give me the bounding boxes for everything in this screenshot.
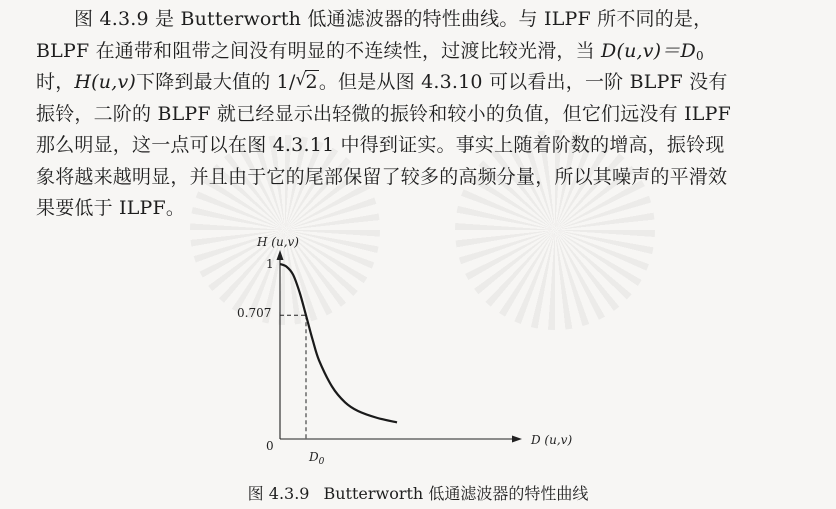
figure-caption: [0, 481, 836, 504]
x-tick-label-sub: 0: [318, 457, 325, 467]
text-line-4: 振铃，二阶的 BLPF 就已经显示出轻微的振铃和较小的负值，但它们远没有 ILPF: [36, 102, 731, 125]
body-paragraph: [36, 4, 810, 225]
butterworth-curve: [280, 264, 397, 422]
x-tick-label-d: D: [309, 450, 319, 464]
y-tick-label-1: 1: [266, 257, 274, 271]
y-axis-arrow-icon: [277, 250, 284, 260]
butterworth-chart: [226, 228, 573, 468]
y-axis-label: H (u,v): [257, 235, 299, 249]
text-line-6: 象将越来越明显，并且由于它的尾部保留了较多的高频分量，所以其噪声的平滑效: [36, 165, 728, 188]
sqrt-two: [296, 67, 319, 99]
text-line-5: 那么明显，这一点可以在图 4.3.11 中得到证实。事实上随着阶数的增高，振铃现: [36, 134, 725, 156]
text-line-2-start: BLPF 在通带和阻带之间没有明显的不连续性，过渡比较光滑，当: [36, 39, 602, 62]
caption-text: Butterworth 低通滤波器的特性曲线: [323, 484, 589, 503]
y-tick-label-0707: 0.707: [237, 306, 272, 320]
text-line-1: 图 4.3.9 是 Butterworth 低通滤波器的特性曲线。与 ILPF 所不同的是，: [74, 8, 713, 30]
text-line-3-start: 时，: [36, 71, 75, 93]
x-tick-label-d0: [308, 450, 325, 467]
text-line-3: [36, 67, 810, 99]
text-line-7: 果要低于 ILPF。: [36, 197, 186, 219]
text-line-2: [36, 36, 810, 68]
formula-d0-subscript: 0: [695, 48, 704, 63]
radical-sign-icon: √: [295, 70, 307, 90]
text-line-3-middle: 下降到最大值的 1/: [136, 71, 296, 93]
x-axis-arrow-icon: [512, 436, 522, 443]
formula-h-uv: H(u,v): [74, 71, 137, 93]
caption-number: 图 4.3.9: [247, 484, 310, 503]
sqrt-radicand: 2: [305, 71, 318, 93]
origin-label: 0: [266, 439, 274, 453]
x-axis-label: D (u,v): [531, 433, 573, 447]
formula-d-equals-d0: D(u,v)＝D: [601, 39, 696, 62]
text-line-3-end: 。但是从图 4.3.10 可以看出，一阶 BLPF 没有: [318, 71, 728, 93]
